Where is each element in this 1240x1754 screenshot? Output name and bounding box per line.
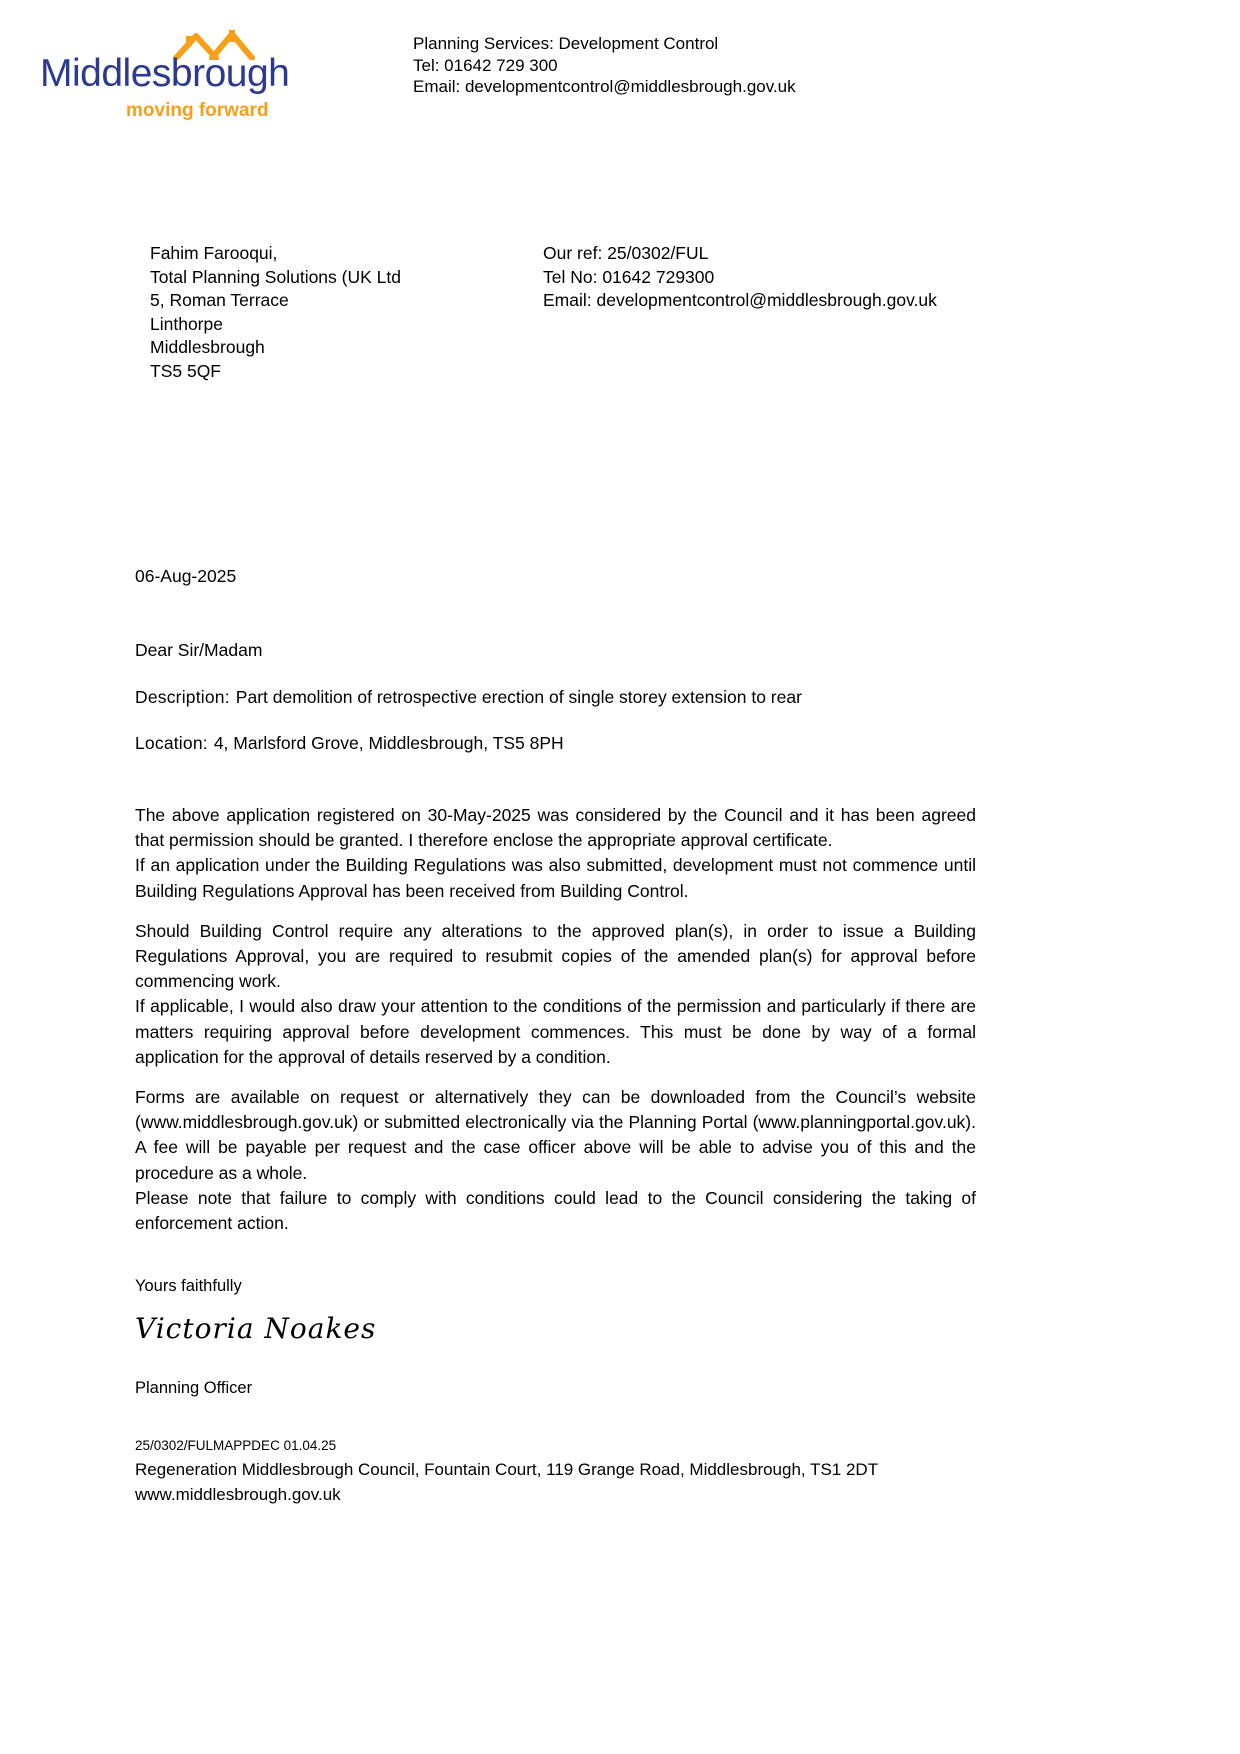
- body-paragraph: Please note that failure to comply with conditions could lead to the Council considering the taking of enforcement action.: [135, 1187, 976, 1234]
- logo-wordmark: Middlesbrough: [40, 52, 290, 95]
- description-row: [135, 687, 802, 708]
- signatory-job-title: Planning Officer: [135, 1379, 253, 1397]
- recipient-address-line: TS5 5QF: [150, 360, 221, 381]
- salutation: Dear Sir/Madam: [135, 640, 263, 660]
- valediction: Yours faithfully: [135, 1277, 242, 1295]
- our-ref-line: Our ref: 25/0302/FUL: [543, 243, 709, 263]
- paragraph-group: [135, 803, 976, 904]
- location-value: 4, Marlsford Grove, Middlesbrough, TS5 8PH: [213, 733, 564, 753]
- description-value: Part demolition of retrospective erection of single storey extension to rear: [235, 687, 802, 707]
- footer-document-ref: 25/0302/FULMAPPDEC 01.04.25: [135, 1438, 337, 1453]
- header-contact-block: [413, 33, 796, 98]
- location-label: Location:: [135, 733, 208, 753]
- body-paragraph: The above application registered on 30-May-2025 was considered by the Council and it has been agreed that permission should be granted. I therefore enclose the appropriate approval certificate.: [135, 805, 976, 851]
- header-email-line: Email: developmentcontrol@middlesbrough.gov.uk: [413, 77, 796, 96]
- recipient-address-line: Fahim Farooqui,: [150, 243, 278, 263]
- middlesbrough-logo: [40, 28, 310, 120]
- logo-tagline: moving forward: [126, 100, 269, 121]
- signature: Victoria Noakes: [135, 1312, 377, 1345]
- recipient-address-line: 5, Roman Terrace: [150, 290, 289, 310]
- recipient-address-line: Middlesbrough: [150, 337, 265, 357]
- recipient-address-line: Linthorpe: [150, 313, 223, 334]
- description-label: Description:: [135, 687, 230, 707]
- recipient-address-line: Total Planning Solutions (UK Ltd: [150, 266, 401, 287]
- header-tel-line: Tel: 01642 729 300: [413, 55, 558, 75]
- letter-body: [135, 803, 976, 1236]
- recipient-address-block: [150, 242, 401, 383]
- footer-website: www.middlesbrough.gov.uk: [135, 1485, 341, 1504]
- paragraph-group: [135, 1085, 976, 1236]
- location-row: [135, 733, 564, 754]
- body-paragraph: If an application under the Building Regulations was also submitted, development must not commence until Building Regulations Approval has been received from Building Control.: [135, 855, 976, 901]
- paragraph-group: [135, 919, 976, 1070]
- reference-block: [543, 242, 937, 313]
- ref-tel-line: Tel No: 01642 729300: [543, 266, 715, 287]
- body-paragraph: Forms are available on request or alternatively they can be downloaded from the Council’s website (www.middlesbrough.gov.uk) or submitted electronically via the Planning Portal (www.planningportal.gov.uk). A fee will be payable per request and the case officer above will be able to advise you of this and the procedure as a whole.: [135, 1087, 976, 1183]
- letter-date: 06-Aug-2025: [135, 566, 237, 586]
- footer-address-block: [135, 1457, 878, 1507]
- ref-email-line: Email: developmentcontrol@middlesbrough.gov.uk: [543, 290, 937, 310]
- body-paragraph: If applicable, I would also draw your attention to the conditions of the permission and particularly if there are matters requiring approval before development commences. This must be done by way of a formal application for the approval of details reserved by a condition.: [135, 996, 976, 1067]
- footer-address-line: Regeneration Middlesbrough Council, Fountain Court, 119 Grange Road, Middlesbrough, TS1 2DT: [135, 1460, 879, 1479]
- body-paragraph: Should Building Control require any alterations to the approved plan(s), in order to issue a Building Regulations Approval, you are required to resubmit copies of the amended plan(s) for approval before commencing work.: [135, 920, 976, 992]
- header-department-line: Planning Services: Development Control: [413, 34, 719, 53]
